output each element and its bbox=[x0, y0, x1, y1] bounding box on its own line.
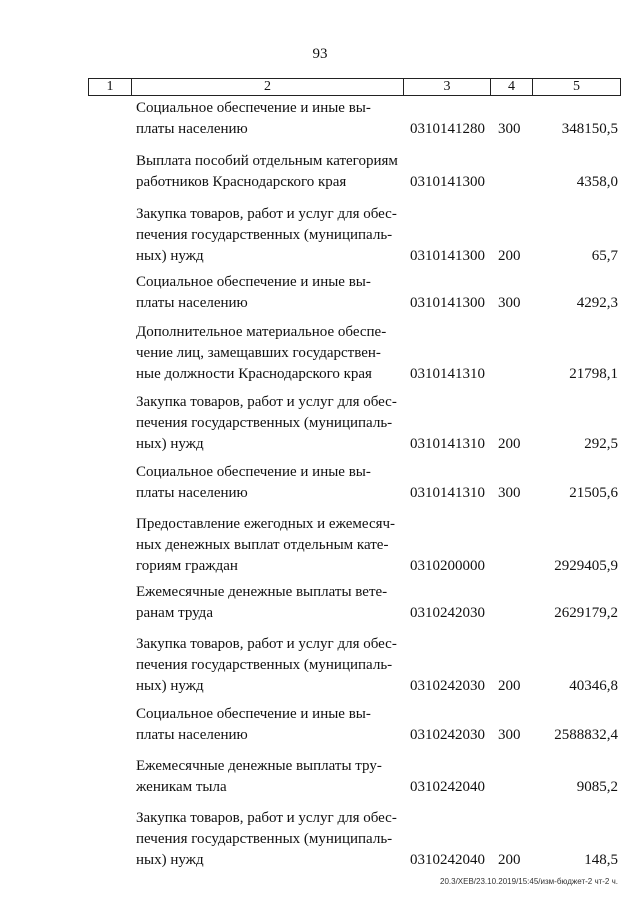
description-line: чение лиц, замещавших государствен- bbox=[136, 345, 381, 361]
row-description bbox=[136, 322, 400, 385]
description-line: работников Краснодарского края bbox=[136, 174, 347, 190]
description-line: платы населению bbox=[136, 295, 248, 311]
description-line: ные должности Краснодарского края bbox=[136, 366, 372, 382]
row-code: 0310141310 bbox=[410, 485, 485, 501]
description-line: Социальное обеспечение и иные вы- bbox=[136, 706, 371, 722]
row-amount: 4358,0 bbox=[576, 174, 618, 190]
description-line: печения государственных (муниципаль- bbox=[136, 831, 393, 847]
description-line: женикам тыла bbox=[136, 779, 227, 795]
description-line: Ежемесячные денежные выплаты тру- bbox=[136, 758, 382, 774]
row-amount: 2588832,4 bbox=[554, 727, 618, 743]
row-description bbox=[136, 204, 400, 267]
row-code: 0310242030 bbox=[410, 605, 485, 621]
row-description bbox=[136, 392, 400, 455]
row-code: 0310200000 bbox=[410, 558, 485, 574]
row-description bbox=[136, 756, 400, 798]
row-kind: 300 bbox=[498, 485, 521, 501]
description-line: ных) нужд bbox=[136, 248, 204, 264]
description-line: ных) нужд bbox=[136, 436, 204, 452]
description-line: Предоставление ежегодных и ежемесяч- bbox=[136, 516, 396, 532]
header-col-5: 5 bbox=[573, 79, 580, 94]
row-amount: 2629179,2 bbox=[554, 605, 618, 621]
row-description bbox=[136, 704, 400, 746]
row-description bbox=[136, 98, 400, 140]
footer-note: 20.3/ХЕВ/23.10.2019/15:45/изм-бюджет-2 чт-2 ч. bbox=[440, 877, 618, 886]
description-line: Социальное обеспечение и иные вы- bbox=[136, 100, 371, 116]
row-code: 0310141300 bbox=[410, 295, 485, 311]
row-description bbox=[136, 808, 400, 871]
description-line: ных) нужд bbox=[136, 852, 204, 868]
row-description bbox=[136, 462, 400, 504]
row-amount: 292,5 bbox=[584, 436, 618, 452]
row-kind: 200 bbox=[498, 248, 521, 264]
row-code: 0310242030 bbox=[410, 727, 485, 743]
description-line: ранам труда bbox=[136, 605, 213, 621]
description-line: печения государственных (муниципаль- bbox=[136, 227, 393, 243]
description-line: платы населению bbox=[136, 121, 248, 137]
row-amount: 40346,8 bbox=[569, 678, 618, 694]
row-description bbox=[136, 634, 400, 697]
row-kind: 300 bbox=[498, 121, 521, 137]
row-amount: 148,5 bbox=[584, 852, 618, 868]
description-line: печения государственных (муниципаль- bbox=[136, 657, 393, 673]
description-line: гориям граждан bbox=[136, 558, 238, 574]
description-line: ных денежных выплат отдельным кате- bbox=[136, 537, 389, 553]
row-kind: 200 bbox=[498, 678, 521, 694]
table-header bbox=[88, 78, 621, 96]
row-amount: 65,7 bbox=[591, 248, 618, 264]
row-amount: 4292,3 bbox=[576, 295, 618, 311]
description-line: Закупка товаров, работ и услуг для обес- bbox=[136, 206, 397, 222]
description-line: платы населению bbox=[136, 727, 248, 743]
header-col-4: 4 bbox=[491, 79, 533, 95]
row-description bbox=[136, 272, 400, 314]
row-amount: 9085,2 bbox=[576, 779, 618, 795]
row-code: 0310242040 bbox=[410, 779, 485, 795]
row-code: 0310141300 bbox=[410, 248, 485, 264]
row-amount: 21505,6 bbox=[569, 485, 618, 501]
row-description bbox=[136, 582, 400, 624]
description-line: Закупка товаров, работ и услуг для обес- bbox=[136, 394, 397, 410]
row-code: 0310141300 bbox=[410, 174, 485, 190]
description-line: печения государственных (муниципаль- bbox=[136, 415, 393, 431]
description-line: Ежемесячные денежные выплаты вете- bbox=[136, 584, 388, 600]
header-col-1: 1 bbox=[89, 79, 132, 95]
row-kind: 200 bbox=[498, 852, 521, 868]
description-line: Выплата пособий отдельным категориям bbox=[136, 153, 398, 169]
row-kind: 200 bbox=[498, 436, 521, 452]
row-amount: 21798,1 bbox=[569, 366, 618, 382]
page-number: 93 bbox=[312, 46, 328, 62]
description-line: Социальное обеспечение и иные вы- bbox=[136, 274, 371, 290]
row-code: 0310141280 bbox=[410, 121, 485, 137]
description-line: платы населению bbox=[136, 485, 248, 501]
row-kind: 300 bbox=[498, 295, 521, 311]
header-col-3: 3 bbox=[404, 79, 491, 95]
header-col-2: 2 bbox=[132, 79, 404, 95]
description-line: Закупка товаров, работ и услуг для обес- bbox=[136, 810, 397, 826]
description-line: Закупка товаров, работ и услуг для обес- bbox=[136, 636, 397, 652]
row-code: 0310242030 bbox=[410, 678, 485, 694]
row-code: 0310242040 bbox=[410, 852, 485, 868]
description-line: ных) нужд bbox=[136, 678, 204, 694]
row-code: 0310141310 bbox=[410, 436, 485, 452]
row-code: 0310141310 bbox=[410, 366, 485, 382]
row-description bbox=[136, 151, 400, 193]
row-amount: 2929405,9 bbox=[554, 558, 618, 574]
row-kind: 300 bbox=[498, 727, 521, 743]
description-line: Дополнительное материальное обеспе- bbox=[136, 324, 387, 340]
row-description bbox=[136, 514, 400, 577]
row-amount: 348150,5 bbox=[561, 121, 618, 137]
description-line: Социальное обеспечение и иные вы- bbox=[136, 464, 371, 480]
